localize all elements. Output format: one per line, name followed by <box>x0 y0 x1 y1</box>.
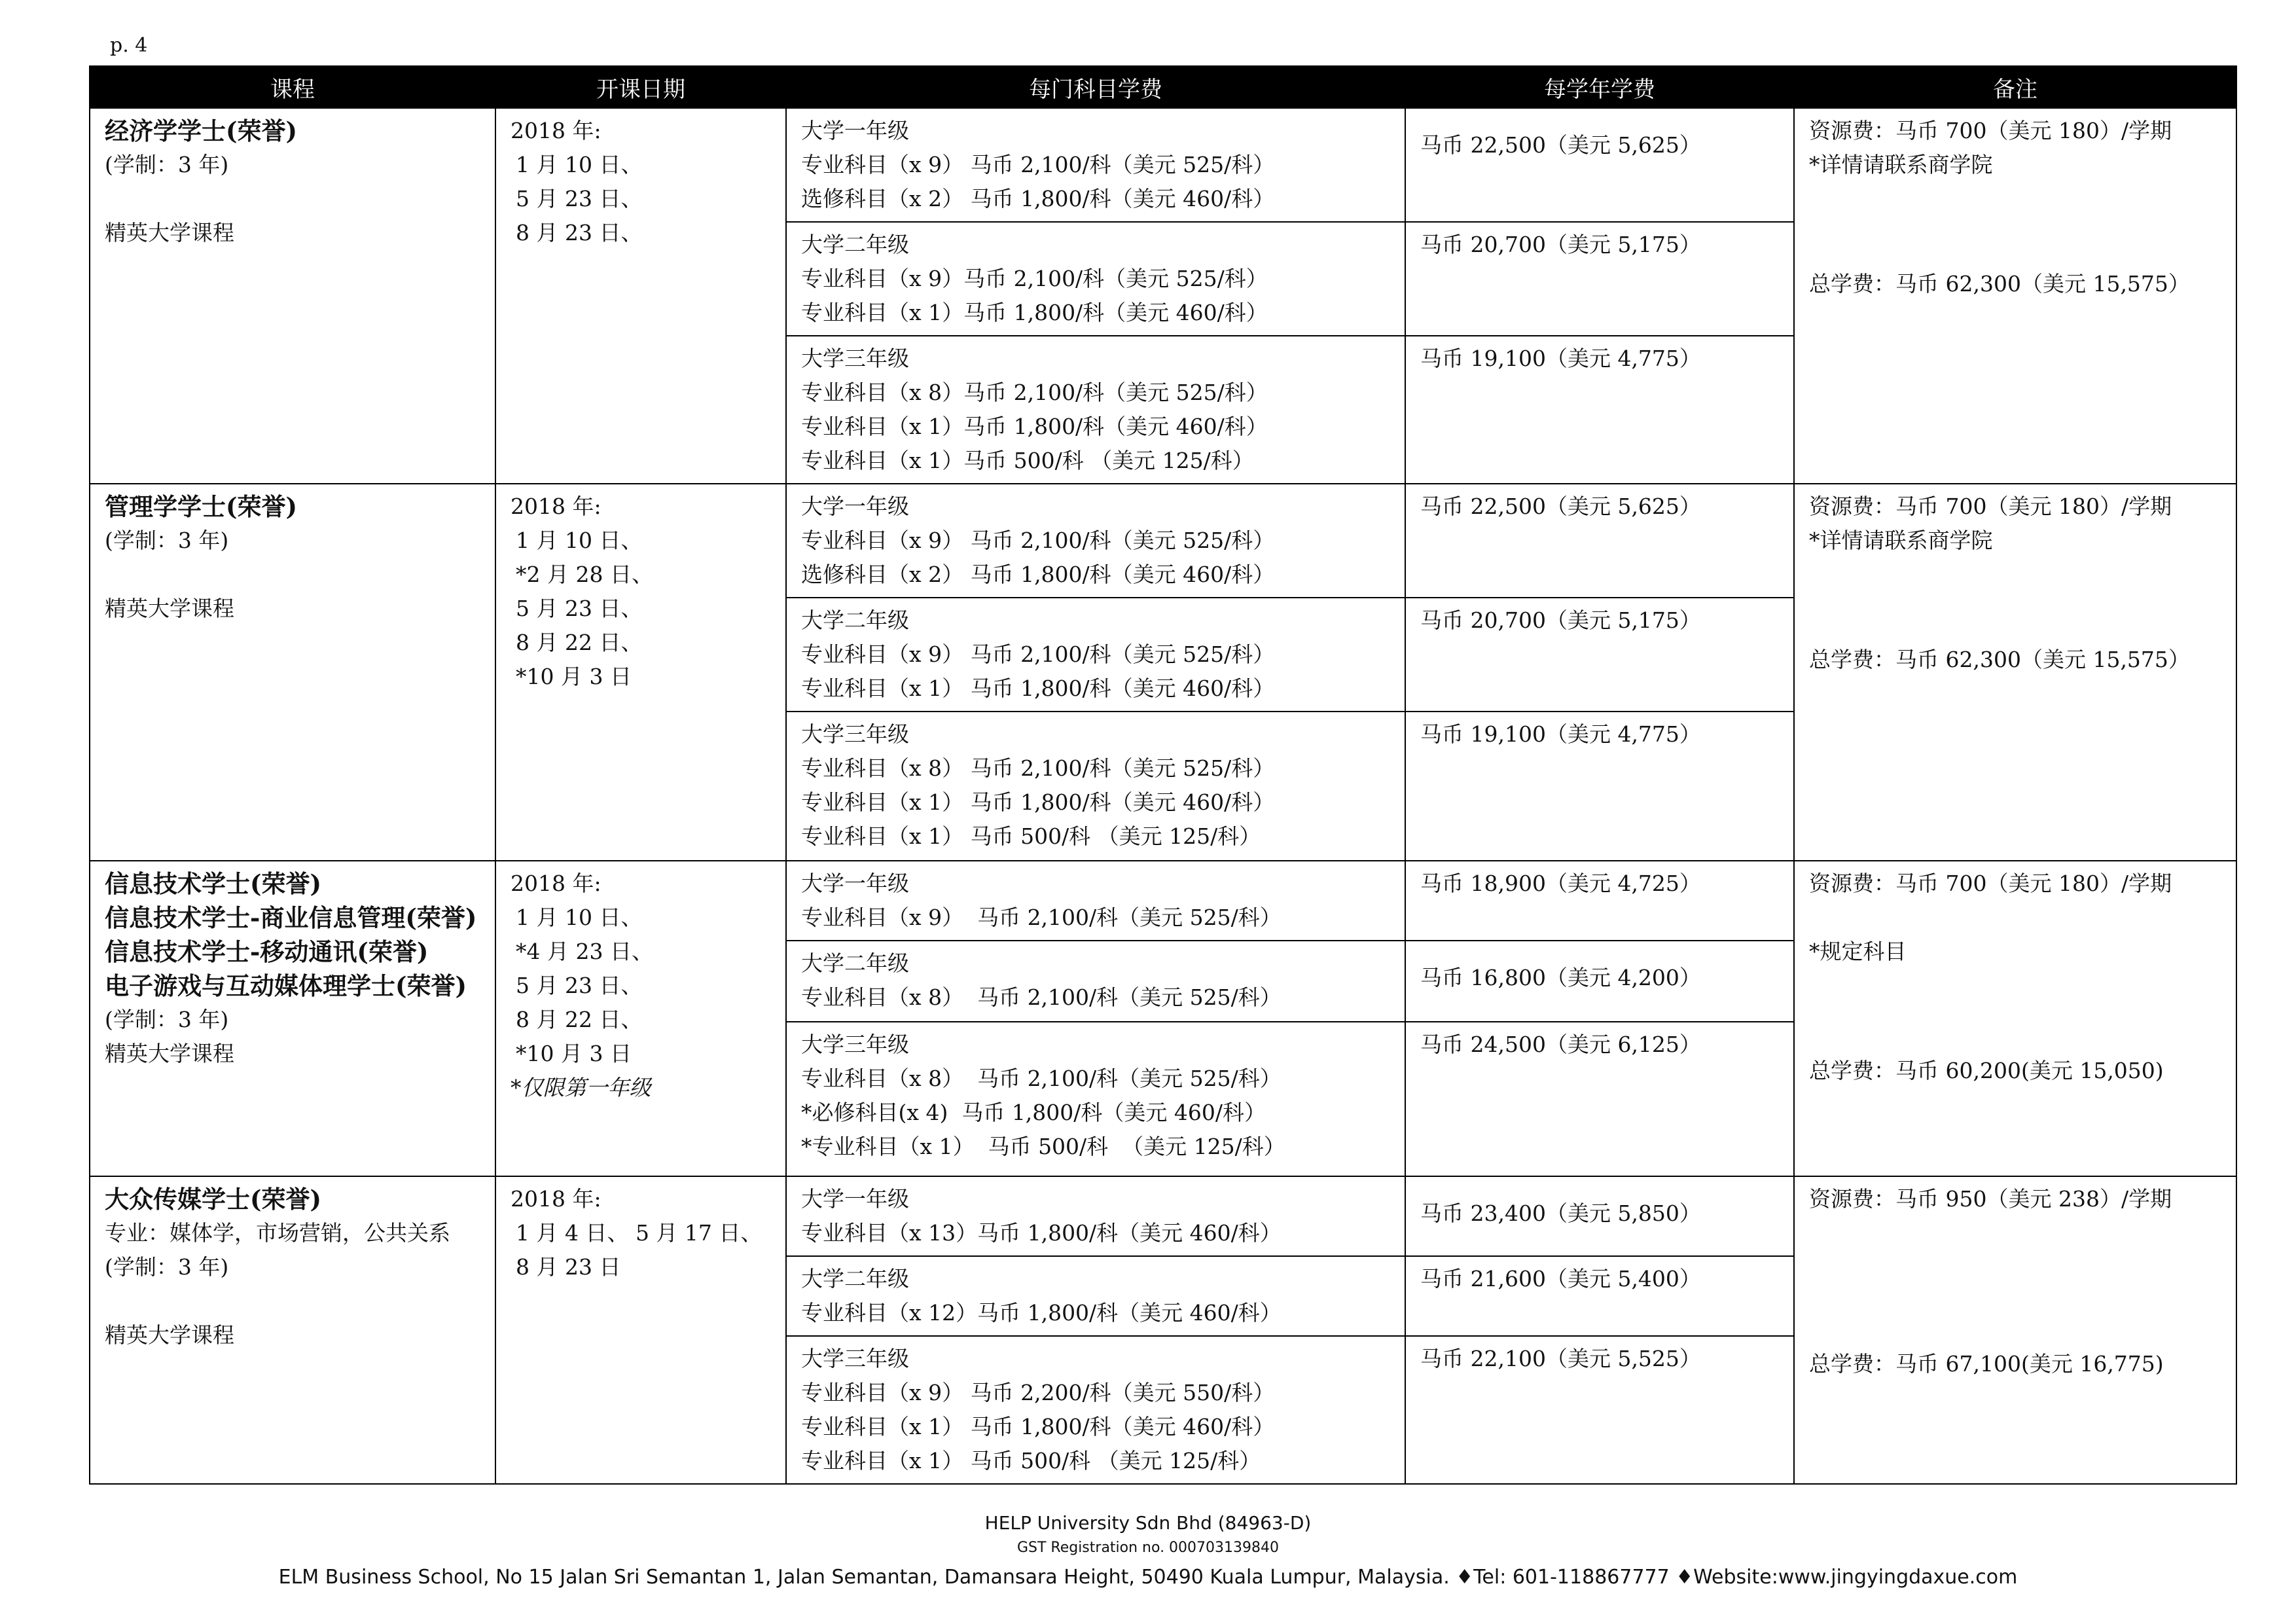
remarks-cell <box>1794 484 2236 861</box>
start-date: 2018 年: <box>511 494 601 519</box>
remark-line: 资源费：马币 950（美元 238）/学期 <box>1809 1186 2172 1212</box>
year-label: 大学三年级 <box>801 1346 909 1371</box>
table-header-row <box>90 66 2236 108</box>
year-total-fee: 马币 18,900（美元 4,725） <box>1405 861 1794 941</box>
fee-table <box>89 65 2237 1485</box>
start-date: 5 月 23 日、 <box>516 596 643 621</box>
course-cell <box>90 108 495 484</box>
remarks-cell <box>1794 1176 2236 1484</box>
footer-company: HELP University Sdn Bhd (84963-D) <box>984 1512 1312 1534</box>
course-title: 大众传媒学士(荣誉) <box>105 1185 322 1214</box>
year-fee-detail <box>786 1256 1405 1336</box>
start-dates-cell <box>495 108 786 484</box>
subject-fee-line: 专业科目（x 1）马币 1,800/科（美元 460/科） <box>801 414 1268 439</box>
subject-fee-line: 专业科目（x 8） 马币 2,100/科（美元 525/科） <box>801 1066 1282 1091</box>
start-date: 2018 年: <box>511 118 601 143</box>
total-tuition: 总学费：马币 60,200(美元 15,050) <box>1809 1058 2164 1083</box>
year-total-fee: 马币 22,100（美元 5,525） <box>1405 1336 1794 1484</box>
year-total-fee: 马币 23,400（美元 5,850） <box>1405 1176 1794 1256</box>
start-date: 5 月 23 日、 <box>516 186 643 211</box>
year-total-fee: 马币 19,100（美元 4,775） <box>1405 712 1794 861</box>
year-label: 大学一年级 <box>801 1186 909 1212</box>
year-fee-detail <box>786 712 1405 861</box>
subject-fee-line: 专业科目（x 9） 马币 2,100/科（美元 525/科） <box>801 152 1275 177</box>
header-remarks: 备注 <box>1794 66 2236 108</box>
start-date: 1 月 10 日、 <box>516 528 643 553</box>
start-date: 1 月 4 日、 5 月 17 日、 <box>516 1220 762 1246</box>
year-fee-detail <box>786 108 1405 222</box>
remark-line: *详情请联系商学院 <box>1809 528 1993 553</box>
subject-fee-line: 专业科目（x 1） 马币 1,800/科（美元 460/科） <box>801 1414 1275 1439</box>
start-date: *10 月 3 日 <box>516 1041 632 1066</box>
year-fee-detail <box>786 222 1405 336</box>
year-fee-detail <box>786 1176 1405 1256</box>
course-cell <box>90 1176 495 1484</box>
course-title: 信息技术学士-商业信息管理(荣誉) <box>105 903 477 932</box>
course-title: 电子游戏与互动媒体理学士(荣誉) <box>105 971 467 1000</box>
subject-fee-line: 专业科目（x 1） 马币 500/科 （美元 125/科） <box>801 1448 1261 1473</box>
subject-fee-line: 专业科目（x 8） 马币 2,100/科（美元 525/科） <box>801 984 1282 1010</box>
course-subtitle: 专业：媒体学，市场营销，公共关系 <box>105 1220 450 1246</box>
spacer <box>1809 1216 2221 1347</box>
year-total-fee: 马币 24,500（美元 6,125） <box>1405 1022 1794 1176</box>
subject-fee-line: *必修科目(x 4) 马币 1,800/科（美元 460/科） <box>801 1100 1266 1125</box>
course-university: 精英大学课程 <box>105 220 234 245</box>
spacer <box>105 182 480 216</box>
total-tuition: 总学费：马币 62,300（美元 15,575） <box>1809 647 2190 672</box>
footer-gst: GST Registration no. 000703139840 <box>1016 1540 1280 1556</box>
program-row <box>90 484 2236 598</box>
year-total-fee: 马币 22,500（美元 5,625） <box>1405 484 1794 598</box>
start-date: 1 月 10 日、 <box>516 152 643 177</box>
start-date: *2 月 28 日、 <box>516 562 653 587</box>
start-date: 1 月 10 日、 <box>516 905 643 930</box>
subject-fee-line: 专业科目（x 1）马币 1,800/科（美元 460/科） <box>801 300 1268 325</box>
subject-fee-line: 专业科目（x 1）马币 500/科 （美元 125/科） <box>801 448 1254 473</box>
subject-fee-line: 专业科目（x 9） 马币 2,100/科（美元 525/科） <box>801 905 1282 930</box>
year-label: 大学一年级 <box>801 494 909 519</box>
course-duration: (学制：3 年) <box>105 1007 229 1032</box>
start-date: 8 月 23 日 <box>516 1254 621 1280</box>
subject-fee-line: 专业科目（x 1） 马币 1,800/科（美元 460/科） <box>801 789 1275 815</box>
footer-address: ELM Business School, No 15 Jalan Sri Semantan 1, Jalan Semantan, Damansara Height, 50490 Kuala Lumpur, Malaysia. ♦Tel: 601-118867777 ♦Website:www.jingyingdaxue.com <box>278 1566 2018 1589</box>
start-date-note: *仅限第一年级 <box>511 1075 651 1100</box>
program-row <box>90 108 2236 222</box>
year-label: 大学二年级 <box>801 607 909 633</box>
year-fee-detail <box>786 1336 1405 1484</box>
course-duration: (学制：3 年) <box>105 1254 229 1280</box>
subject-fee-line: 专业科目（x 1） 马币 1,800/科（美元 460/科） <box>801 676 1275 701</box>
course-cell <box>90 861 495 1176</box>
year-fee-detail <box>786 484 1405 598</box>
subject-fee-line: 专业科目（x 12）马币 1,800/科（美元 460/科） <box>801 1300 1282 1326</box>
spacer <box>1809 182 2221 267</box>
start-date: 8 月 22 日、 <box>516 630 643 655</box>
year-label: 大学一年级 <box>801 871 909 896</box>
year-fee-detail <box>786 1022 1405 1176</box>
start-date: 8 月 22 日、 <box>516 1007 643 1032</box>
year-label: 大学二年级 <box>801 950 909 976</box>
header-course: 课程 <box>90 66 495 108</box>
year-label: 大学三年级 <box>801 1032 909 1057</box>
year-label: 大学三年级 <box>801 346 909 371</box>
course-title: 信息技术学士(荣誉) <box>105 869 322 898</box>
program-row <box>90 861 2236 941</box>
subject-fee-line: *专业科目（x 1） 马币 500/科 （美元 125/科） <box>801 1134 1285 1159</box>
page-number: p. 4 <box>110 34 148 57</box>
year-fee-detail <box>786 598 1405 712</box>
remark-line: *规定科目 <box>1809 939 1907 964</box>
year-fee-detail <box>786 861 1405 941</box>
year-label: 大学二年级 <box>801 1266 909 1291</box>
course-duration: (学制：3 年) <box>105 528 229 553</box>
start-date: 5 月 23 日、 <box>516 973 643 998</box>
header-fee-per-subject: 每门科目学费 <box>786 66 1405 108</box>
subject-fee-line: 选修科目（x 2） 马币 1,800/科（美元 460/科） <box>801 562 1275 587</box>
subject-fee-line: 专业科目（x 9）马币 2,100/科（美元 525/科） <box>801 266 1268 291</box>
year-label: 大学一年级 <box>801 118 909 143</box>
course-cell <box>90 484 495 861</box>
year-total-fee: 马币 19,100（美元 4,775） <box>1405 336 1794 484</box>
subject-fee-line: 专业科目（x 9） 马币 2,100/科（美元 525/科） <box>801 528 1275 553</box>
header-fee-per-year: 每学年学费 <box>1405 66 1794 108</box>
spacer <box>1809 969 2221 1054</box>
year-total-fee: 马币 21,600（美元 5,400） <box>1405 1256 1794 1336</box>
remark-line: 资源费：马币 700（美元 180）/学期 <box>1809 494 2172 519</box>
remark-line: 资源费：马币 700（美元 180）/学期 <box>1809 118 2172 143</box>
start-dates-cell <box>495 484 786 861</box>
subject-fee-line: 专业科目（x 1） 马币 500/科 （美元 125/科） <box>801 823 1261 849</box>
year-total-fee: 马币 20,700（美元 5,175） <box>1405 222 1794 336</box>
course-university: 精英大学课程 <box>105 1322 234 1348</box>
remarks-cell <box>1794 108 2236 484</box>
spacer <box>105 558 480 592</box>
course-university: 精英大学课程 <box>105 1041 234 1066</box>
spacer <box>105 1284 480 1318</box>
start-date: 2018 年: <box>511 871 601 896</box>
year-total-fee: 马币 16,800（美元 4,200） <box>1405 941 1794 1022</box>
subject-fee-line: 选修科目（x 2） 马币 1,800/科（美元 460/科） <box>801 186 1275 211</box>
course-duration: (学制：3 年) <box>105 152 229 177</box>
subject-fee-line: 专业科目（x 9） 马币 2,200/科（美元 550/科） <box>801 1380 1275 1405</box>
year-total-fee: 马币 20,700（美元 5,175） <box>1405 598 1794 712</box>
course-university: 精英大学课程 <box>105 596 234 621</box>
subject-fee-line: 专业科目（x 8） 马币 2,100/科（美元 525/科） <box>801 755 1275 781</box>
subject-fee-line: 专业科目（x 13）马币 1,800/科（美元 460/科） <box>801 1220 1282 1246</box>
start-date: *4 月 23 日、 <box>516 939 653 964</box>
course-title: 管理学学士(荣誉) <box>105 492 298 521</box>
remarks-cell <box>1794 861 2236 1176</box>
header-start-date: 开课日期 <box>495 66 786 108</box>
start-date: 8 月 23 日、 <box>516 220 643 245</box>
remark-line: 资源费：马币 700（美元 180）/学期 <box>1809 871 2172 896</box>
total-tuition: 总学费：马币 67,100(美元 16,775) <box>1809 1351 2164 1377</box>
start-date: *10 月 3 日 <box>516 664 632 689</box>
total-tuition: 总学费：马币 62,300（美元 15,575） <box>1809 271 2190 297</box>
course-title: 信息技术学士-移动通讯(荣誉) <box>105 937 429 966</box>
remark-line: *详情请联系商学院 <box>1809 152 1993 177</box>
year-label: 大学二年级 <box>801 232 909 257</box>
year-total-fee: 马币 22,500（美元 5,625） <box>1405 108 1794 222</box>
year-fee-detail <box>786 336 1405 484</box>
subject-fee-line: 专业科目（x 8）马币 2,100/科（美元 525/科） <box>801 380 1268 405</box>
start-dates-cell <box>495 861 786 1176</box>
spacer <box>1809 901 2221 935</box>
year-fee-detail <box>786 941 1405 1022</box>
start-dates-cell <box>495 1176 786 1484</box>
course-title: 经济学学士(荣誉) <box>105 117 298 145</box>
subject-fee-line: 专业科目（x 9） 马币 2,100/科（美元 525/科） <box>801 641 1275 667</box>
spacer <box>1809 558 2221 643</box>
year-label: 大学三年级 <box>801 721 909 747</box>
start-date: 2018 年: <box>511 1186 601 1212</box>
program-row <box>90 1176 2236 1256</box>
